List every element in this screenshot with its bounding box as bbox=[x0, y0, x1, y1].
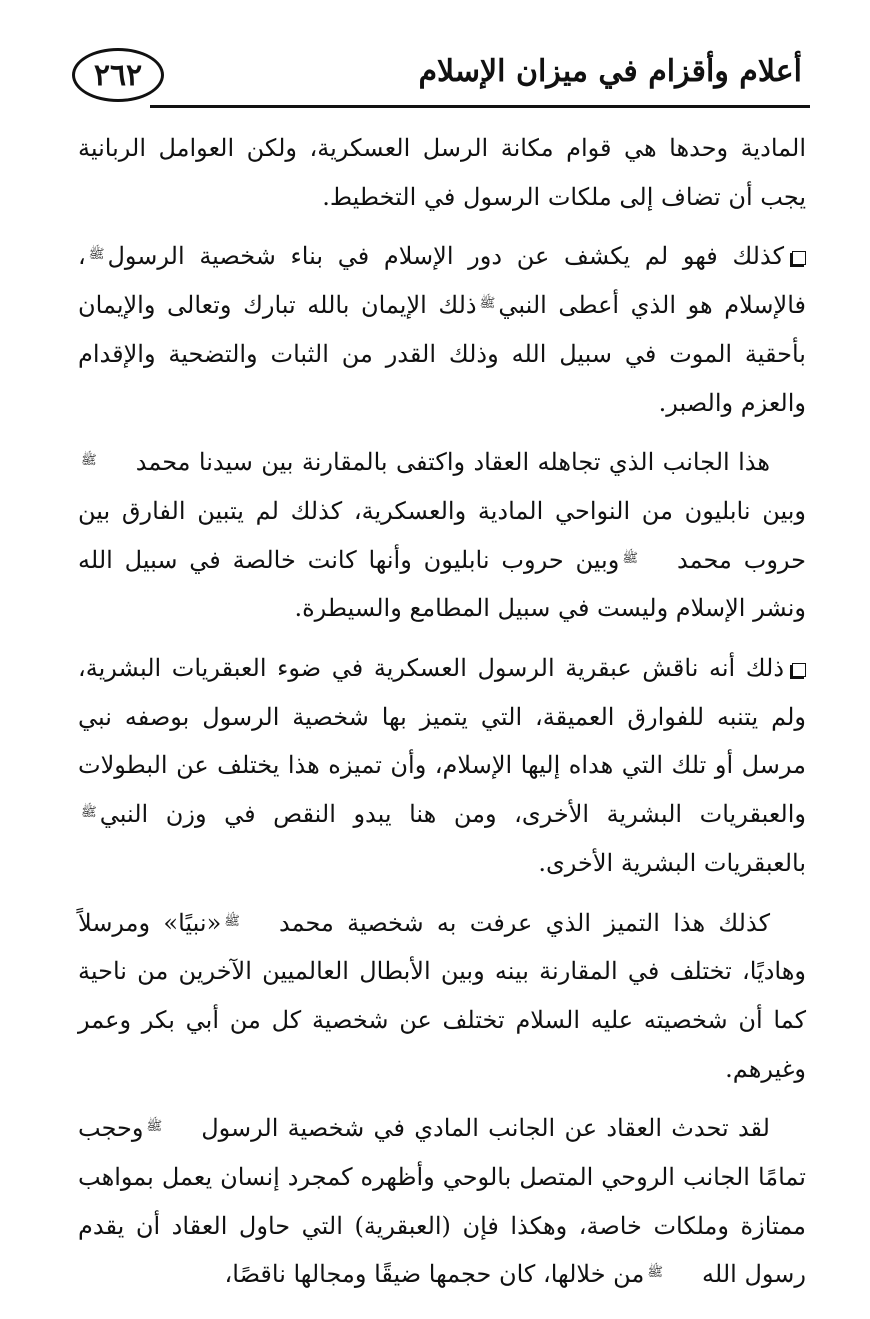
paragraph-2: كذلك فهو لم يكشف عن دور الإسلام في بناء شخصية الرسولﷺ، فالإسلام هو الذي أعطى النبيﷺذلك الإيمان بالله تبارك وتعالى والإيمان بأحقية الموت في سبيل الله وذلك القدر من الثبات والتضحية والإقدام والعزم والصبر. bbox=[78, 242, 806, 417]
header-rule bbox=[150, 105, 810, 108]
running-title: أعلام وأقزام في ميزان الإسلام bbox=[418, 54, 802, 89]
paragraph-5: كذلك هذا التميز الذي عرفت به شخصية محمدﷺ«نبيًا» ومرسلاً وهاديًا، تختلف في المقارنة بينه وبين الأبطال العالميين الآخرين من ناحية كما أن شخصيته عليه السلام تختلف عن شخصية كل من أبي بكر وعمر وغيرهم. bbox=[78, 908, 806, 1083]
salutation-icon: ﷺ bbox=[622, 550, 639, 566]
salutation-icon: ﷺ bbox=[88, 247, 105, 263]
paragraph-1 bbox=[78, 124, 806, 221]
square-bullet-icon bbox=[792, 663, 806, 677]
paragraph-1-text: المادية وحدها هي قوام مكانة الرسل العسكرية، ولكن العوامل الربانية يجب أن تضاف إلى ملكات الرسول في التخطيط. bbox=[78, 134, 806, 211]
paragraph-3: هذا الجانب الذي تجاهله العقاد واكتفى بالمقارنة بين سيدنا محمدﷺوبين نابليون من النواحي المادية والعسكرية، كذلك لم يتبين الفارق بين حروب محمدﷺوبين حروب نابليون وأنها كانت خالصة في سبيل الله ونشر الإسلام وليست في سبيل المطامع والسيطرة. bbox=[78, 448, 806, 623]
salutation-icon: ﷺ bbox=[479, 296, 496, 312]
page-number: ٢٦٢ bbox=[72, 48, 164, 102]
body-text bbox=[78, 124, 806, 1310]
page-header bbox=[72, 48, 810, 110]
salutation-icon: ﷺ bbox=[81, 805, 97, 821]
salutation-icon: ﷺ bbox=[146, 1119, 163, 1135]
square-bullet-icon bbox=[792, 251, 806, 265]
salutation-icon: ﷺ bbox=[224, 913, 240, 929]
paragraph-6: لقد تحدث العقاد عن الجانب المادي في شخصية الرسولﷺوحجب تمامًا الجانب الروحي المتصل بالوحي وأظهره كمجرد إنسان يعمل بمواهب ممتازة وملكات خاصة، وهكذا فإن (العبقرية) التي حاول العقاد أن يقدم رسول اللهﷺمن خلالها، كان حجمها ضيقًا ومجالها ناقصًا، bbox=[78, 1114, 807, 1289]
salutation-icon: ﷺ bbox=[647, 1265, 664, 1281]
paragraph-4: ذلك أنه ناقش عبقرية الرسول العسكرية في ضوء العبقريات البشرية، ولم يتنبه للفوارق العميقة، التي يتميز بها شخصية الرسول بوصفه نبي مرسل أو تلك التي هداه إليها الإسلام، وأن تميزه هذا يختلف عن البطولات والعبقريات البشرية الأخرى، ومن هنا يبدو النقص في وزن النبيﷺبالعبقريات البشرية الأخرى. bbox=[78, 654, 806, 877]
salutation-icon: ﷺ bbox=[81, 453, 97, 469]
